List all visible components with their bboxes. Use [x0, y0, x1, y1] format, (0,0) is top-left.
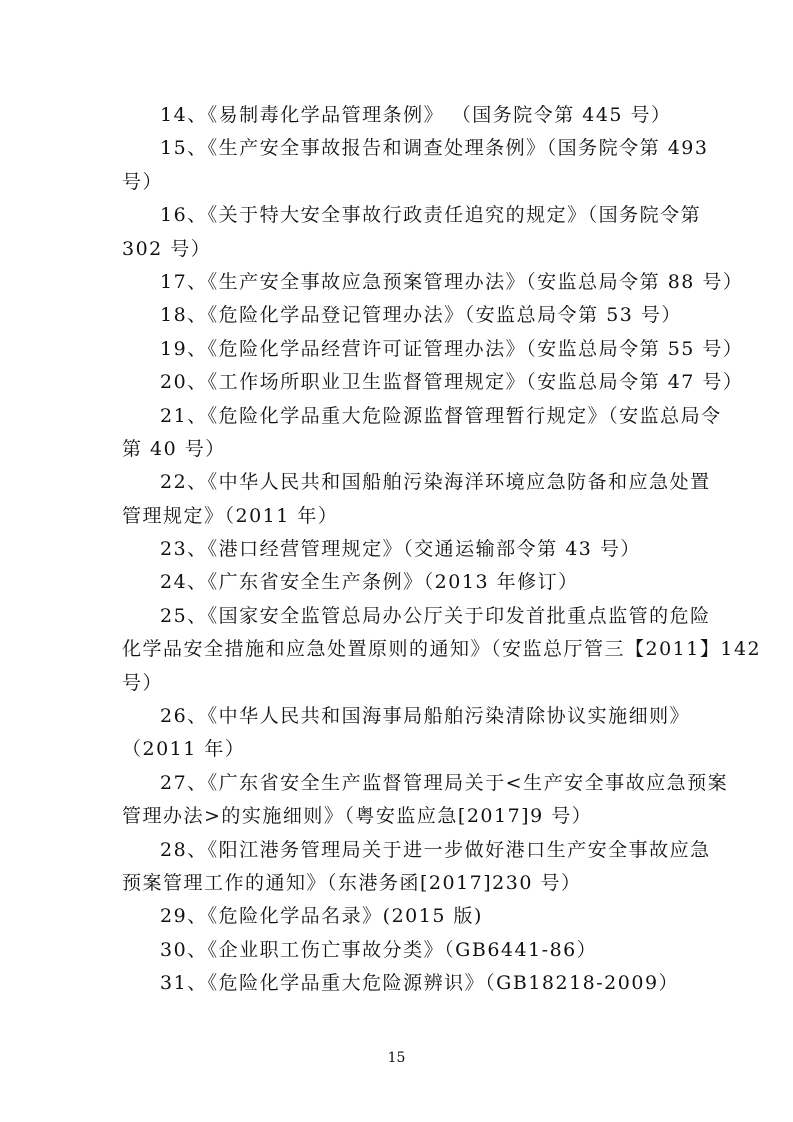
- list-item-line: 15、《生产安全事故报告和调查处理条例》（国务院令第 493: [160, 137, 709, 160]
- list-item-line: 26、《中华人民共和国海事局船舶污染清除协议实施细则》: [160, 705, 691, 728]
- list-item-line: 23、《港口经营管理规定》（交通运输部令第 43 号）: [160, 538, 641, 561]
- list-item-line: 14、《易制毒化学品管理条例》 （国务院令第 445 号）: [160, 104, 672, 126]
- list-item-line: 号）: [122, 671, 164, 694]
- list-item: [122, 99, 682, 132]
- list-item-line: 19、《危险化学品经营许可证管理办法》（安监总局令第 55 号）: [160, 337, 744, 360]
- list-item-line: 30、《企业职工伤亡事故分类》（GB6441-86）: [160, 938, 598, 961]
- list-item-line: 25、《国家安全监管总局办公厅关于印发首批重点监管的危险: [160, 604, 711, 627]
- list-item-line: 号）: [122, 170, 164, 193]
- list-item-line: 29、《危险化学品名录》(2015 版): [160, 905, 483, 928]
- list-item-line: 24、《广东省安全生产条例》（2013 年修订）: [160, 571, 579, 594]
- list-item: [122, 132, 709, 199]
- list-item: [122, 333, 744, 366]
- list-item-line: 预案管理工作的通知》（东港务函[2017]230 号）: [122, 871, 582, 894]
- list-item: [122, 533, 682, 566]
- page-number: 15: [387, 1050, 406, 1066]
- list-item-line: 28、《阳江港务管理局关于进一步做好港口生产安全事故应急: [160, 838, 711, 861]
- list-item-line: 20、《工作场所职业卫生监督管理规定》（安监总局令第 47 号）: [160, 371, 744, 394]
- list-item: [122, 934, 682, 967]
- list-item-line: 21、《危险化学品重大危险源监督管理暂行规定》（安监总局令: [160, 404, 722, 427]
- list-item: [122, 466, 711, 533]
- list-item: [122, 299, 682, 332]
- list-item: [122, 600, 762, 700]
- list-item: [122, 700, 691, 767]
- list-item: [122, 767, 729, 834]
- list-item: [122, 266, 744, 299]
- reference-list: [122, 99, 762, 1001]
- list-item-line: 管理办法>的实施细则》（粤安监应急[2017]9 号）: [122, 805, 593, 828]
- list-item-line: 化学品安全措施和应急处置原则的通知》（安监总厅管三【2011】142: [122, 638, 762, 661]
- list-item-line: 第 40 号）: [122, 437, 226, 460]
- list-item: [122, 900, 682, 933]
- list-item-line: 16、《关于特大安全事故行政责任追究的规定》（国务院令第: [160, 204, 702, 227]
- list-item-line: （2011 年）: [122, 738, 246, 761]
- list-item-line: 18、《危险化学品登记管理办法》（安监总局令第 53 号）: [160, 304, 682, 327]
- list-item-line: 22、《中华人民共和国船舶污染海洋环境应急防备和应急处置: [160, 471, 711, 494]
- list-item: [122, 834, 711, 901]
- list-item-line: 31、《危险化学品重大危险源辨识》（GB18218-2009）: [160, 972, 680, 995]
- list-item: [122, 566, 682, 599]
- list-item: [122, 366, 744, 399]
- list-item-line: 管理规定》（2011 年）: [122, 504, 339, 527]
- list-item-line: 17、《生产安全事故应急预案管理办法》（安监总局令第 88 号）: [160, 270, 744, 293]
- list-item: [122, 400, 722, 467]
- list-item-line: 302 号）: [122, 237, 212, 260]
- list-item-line: 27、《广东省安全生产监督管理局关于<生产安全事故应急预案: [160, 771, 729, 794]
- list-item: [122, 967, 682, 1000]
- list-item: [122, 199, 702, 266]
